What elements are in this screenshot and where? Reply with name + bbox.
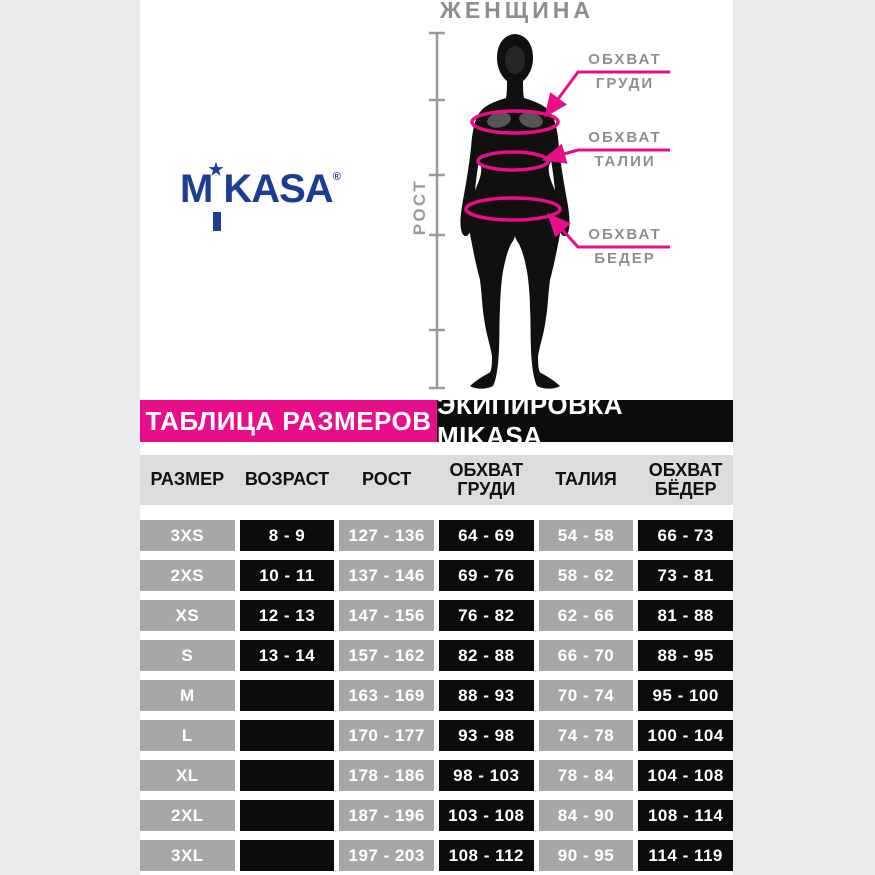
banner	[140, 390, 733, 451]
hips-label-line1: ОБХВАТ	[588, 226, 662, 243]
cell-waist: 84 - 90	[539, 800, 634, 831]
cell-age	[240, 800, 335, 831]
cell-height: 170 - 177	[339, 720, 434, 751]
cell-waist: 74 - 78	[539, 720, 634, 751]
cell-chest: 103 - 108	[439, 800, 534, 831]
cell-size: 3XS	[140, 520, 235, 551]
cell-size: XL	[140, 760, 235, 791]
height-measure-line	[429, 33, 445, 388]
size-table	[140, 520, 733, 871]
cell-age	[240, 760, 335, 791]
cell-waist: 66 - 70	[539, 640, 634, 671]
cell-size: XS	[140, 600, 235, 631]
registered-mark: ®	[332, 171, 341, 183]
cell-hips: 104 - 108	[638, 760, 733, 791]
cell-hips: 81 - 88	[638, 600, 733, 631]
cell-hips: 100 - 104	[638, 720, 733, 751]
cell-height: 163 - 169	[339, 680, 434, 711]
content-panel	[140, 0, 733, 875]
height-axis-label: РОСТ	[410, 178, 429, 236]
cell-age: 8 - 9	[240, 520, 335, 551]
cell-age: 13 - 14	[240, 640, 335, 671]
header-height: РОСТ	[361, 469, 412, 490]
page-title: ЖЕНЩИНА	[440, 0, 594, 23]
cell-height: 187 - 196	[339, 800, 434, 831]
cell-age	[240, 840, 335, 871]
cell-age: 12 - 13	[240, 600, 335, 631]
cell-age: 10 - 11	[240, 560, 335, 591]
logo-text-kasa: KASA	[223, 167, 333, 211]
header-age: ВОЗРАСТ	[244, 469, 330, 490]
cell-height: 178 - 186	[339, 760, 434, 791]
header-size: РАЗМЕР	[150, 469, 225, 490]
cell-chest: 82 - 88	[439, 640, 534, 671]
cell-chest: 88 - 93	[439, 680, 534, 711]
mikasa-logo	[180, 160, 400, 212]
cell-waist: 58 - 62	[539, 560, 634, 591]
cell-hips: 114 - 119	[638, 840, 733, 871]
logo-i-bar	[213, 212, 221, 231]
cell-size: L	[140, 720, 235, 751]
cell-hips: 66 - 73	[638, 520, 733, 551]
hips-callout-label	[560, 225, 690, 269]
chest-label-line1: ОБХВАТ	[588, 51, 662, 68]
waist-callout-label	[560, 128, 690, 172]
cell-size: 3XL	[140, 840, 235, 871]
cell-waist: 78 - 84	[539, 760, 634, 791]
cell-chest: 108 - 112	[439, 840, 534, 871]
header-waist: ТАЛИЯ	[555, 469, 617, 490]
cell-size: M	[140, 680, 235, 711]
female-silhouette	[460, 34, 569, 389]
hips-label-line2: БЕДЕР	[594, 250, 656, 267]
cell-age	[240, 680, 335, 711]
cell-chest: 69 - 76	[439, 560, 534, 591]
star-icon: ★	[208, 160, 224, 179]
cell-chest: 76 - 82	[439, 600, 534, 631]
header-chest: ОБХВАТ ГРУДИ	[449, 459, 524, 499]
cell-size: 2XS	[140, 560, 235, 591]
banner-size-chart-title: ТАБЛИЦА РАЗМЕРОВ	[140, 400, 437, 442]
cell-waist: 62 - 66	[539, 600, 634, 631]
logo-text-m: M	[180, 167, 213, 211]
chest-label-line2: ГРУДИ	[595, 75, 655, 92]
cell-hips: 108 - 114	[638, 800, 733, 831]
header-hips: ОБХВАТ БЁДЕР	[648, 459, 723, 499]
cell-height: 147 - 156	[339, 600, 434, 631]
cell-height: 137 - 146	[339, 560, 434, 591]
cell-size: S	[140, 640, 235, 671]
cell-size: 2XL	[140, 800, 235, 831]
cell-waist: 54 - 58	[539, 520, 634, 551]
logo-letter-i	[208, 160, 224, 202]
cell-hips: 73 - 81	[638, 560, 733, 591]
cell-height: 157 - 162	[339, 640, 434, 671]
banner-brand-title: ЭКИПИРОВКА MIKASA	[437, 400, 733, 442]
cell-height: 197 - 203	[339, 840, 434, 871]
cell-hips: 88 - 95	[638, 640, 733, 671]
table-header-row	[140, 455, 733, 505]
measurement-diagram	[140, 0, 733, 400]
chest-callout-label	[560, 50, 690, 94]
cell-hips: 95 - 100	[638, 680, 733, 711]
waist-label-line2: ТАЛИИ	[594, 153, 656, 170]
cell-waist: 70 - 74	[539, 680, 634, 711]
cell-chest: 93 - 98	[439, 720, 534, 751]
cell-age	[240, 720, 335, 751]
cell-chest: 64 - 69	[439, 520, 534, 551]
cell-height: 127 - 136	[339, 520, 434, 551]
cell-waist: 90 - 95	[539, 840, 634, 871]
waist-label-line1: ОБХВАТ	[588, 129, 662, 146]
cell-chest: 98 - 103	[439, 760, 534, 791]
